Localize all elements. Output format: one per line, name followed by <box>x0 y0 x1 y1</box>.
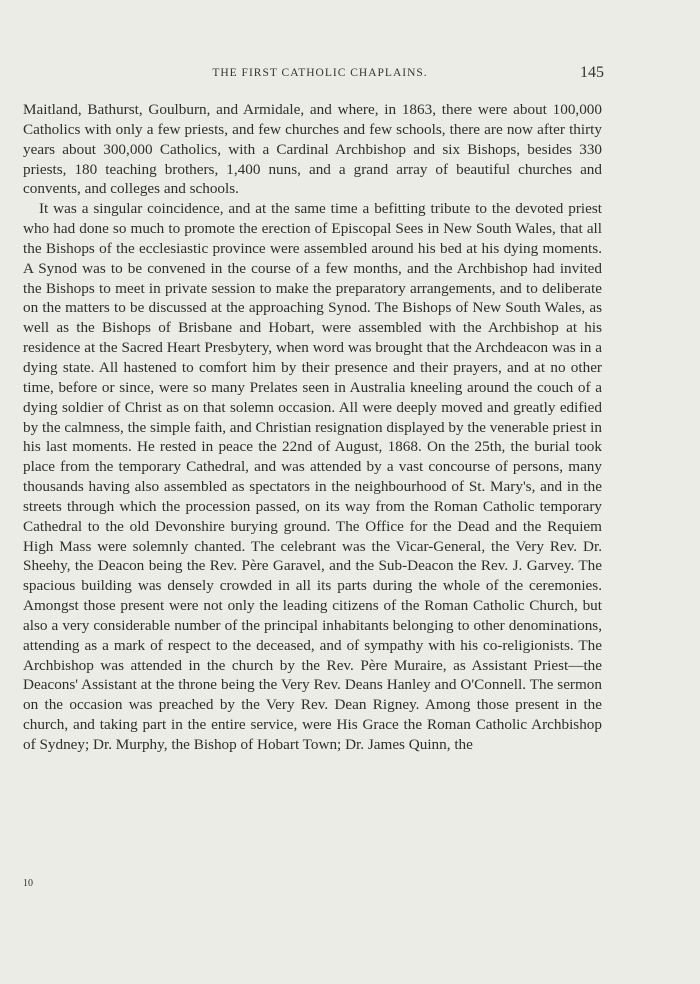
page-number: 145 <box>580 64 604 81</box>
signature-mark: 10 <box>23 878 33 889</box>
paragraph: It was a singular coincidence, and at the same time a befitting tribute to the devoted priest who had done so much to promote the erection of Episcopal Sees in New South Wales, that all the Bishops of the ecclesiastic province were assembled around his bed at his dying moments. A Synod was to be convened in the course of a few months, and the Archbishop had invited the Bishops to meet in private session to make the preparatory arrangements, and to deliberate on the matters to be discussed at the approaching Synod. The Bishops of New South Wales, as well as the Bishops of Brisbane and Hobart, were assembled with the Archbishop at his residence at the Sacred Heart Presbytery, when word was brought that the Archdeacon was in a dying state. All hastened to comfort him by their presence and their prayers, and at no other time, before or since, were so many Prelates seen in Australia kneeling around the couch of a dying soldier of Christ as on that solemn occasion. All were deeply moved and greatly edified by the calmness, the simple faith, and Christian resignation displayed by the venerable priest in his last moments. He rested in peace the 22nd of August, 1868. On the 25th, the burial took place from the temporary Cathedral, and was attended by a vast concourse of persons, many thousands having also assembled as spectators in the neighbourhood of St. Mary's, and in the streets through which the procession passed, on its way from the Roman Catholic temporary Cathedral to the old Devonshire burying ground. The Office for the Dead and the Requiem High Mass were solemnly chanted. The celebrant was the Vicar-General, the Very Rev. Dr. Sheehy, the Deacon being the Rev. Père Garavel, and the Sub-Deacon the Rev. J. Garvey. The spacious building was densely crowded in all its parts during the whole of the ceremonies. Amongst those present were not only the leading citizens of the Roman Catholic Church, but also a very considerable number of the principal inhabitants belonging to other denominations, attending as a mark of respect to the deceased, and of sympathy with his co-religionists. The Archbishop was attended in the church by the Rev. Père Muraire, as Assistant Priest—the Deacons' Assistant at the throne being the Very Rev. Deans Hanley and O'Connell. The sermon on the occasion was preached by the Very Rev. Dean Rigney. Among those present in the church, and taking part in the entire service, were His Grace the Roman Catholic Archbishop of Sydney; Dr. Murphy, the Bishop of Hobart Town; Dr. James Quinn, the <box>23 200 602 753</box>
running-head: THE FIRST CATHOLIC CHAPLAINS. <box>212 67 428 79</box>
body-text <box>23 100 602 755</box>
paragraph-continued: Maitland, Bathurst, Goulburn, and Armidale, and where, in 1863, there were about 100,000 Catholics with only a few priests, and few churches and few schools, there are now after thirty years about 300,000 Catholics, with a Cardinal Archbishop and six Bishops, besides 330 priests, 180 teaching brothers, 1,400 nuns, and a grand array of beautiful churches and convents, and colleges and schools. <box>23 101 602 198</box>
